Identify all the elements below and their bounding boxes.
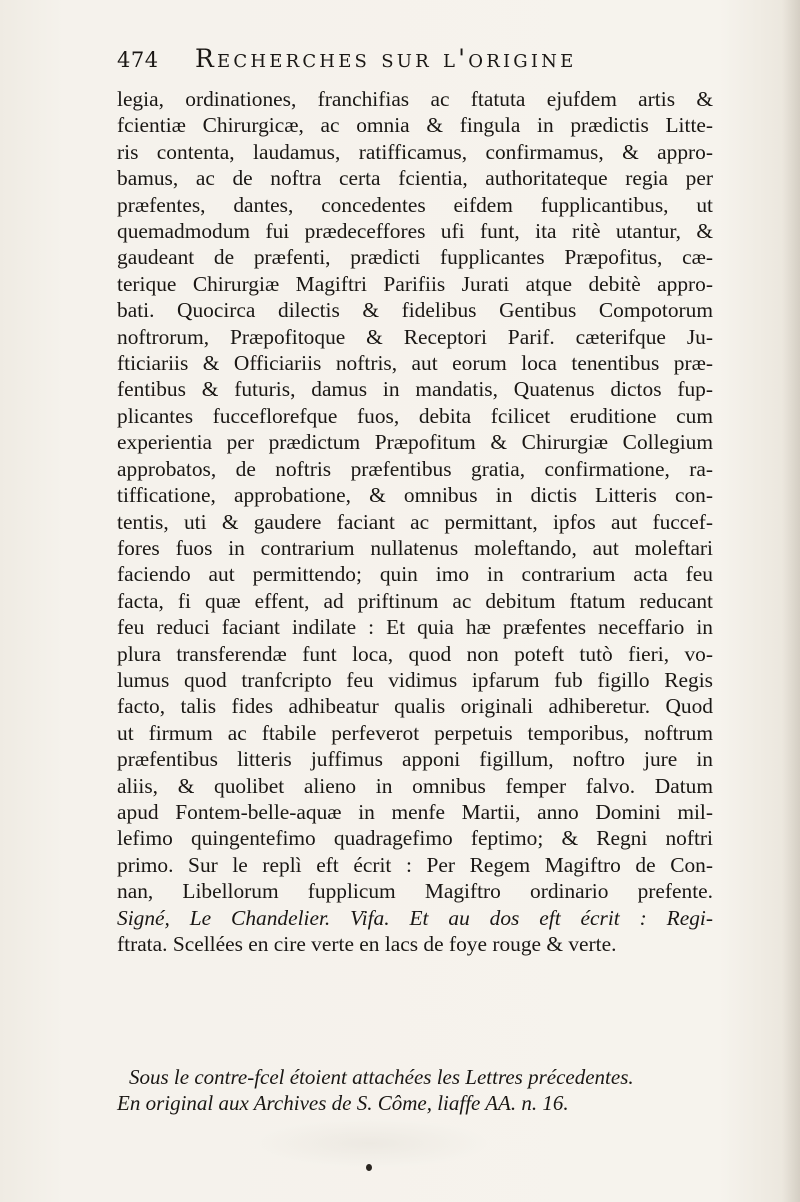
- text-line: fores fuos in contrarium nullatenus moleftando, aut moleftari: [117, 535, 713, 560]
- text-line: fcientiæ Chirurgicæ, ac omnia & fingula in prædictis Litte-: [117, 113, 713, 138]
- text-line: bamus, ac de noftra certa fcientia, authoritateque regia per: [117, 166, 713, 191]
- text-line: præfentibus litteris juffimus apponi figillum, noftro jure in: [117, 747, 713, 772]
- text-line: terique Chirurgiæ Magiftri Parifiis Jurati atque debitè appro-: [117, 271, 713, 296]
- paper-smudge: [250, 1118, 490, 1168]
- text-line: tifficatione, approbatione, & omnibus in dictis Litteris con-: [117, 483, 713, 508]
- text-line: primo. Sur le replì eft écrit : Per Regem Magiftro de Con-: [117, 852, 713, 877]
- text-line: apud Fontem-belle-aquæ in menfe Martii, anno Domini mil-: [117, 799, 713, 824]
- text-line: gaudeant de præfenti, prædicti fupplicantes Præpofitus, cæ-: [117, 245, 713, 270]
- text-line: nan, Libellorum fupplicum Magiftro ordinario prefente.: [117, 879, 713, 904]
- text-line: lumus quod tranfcripto feu vidimus ipfarum fub figillo Regis: [117, 667, 713, 692]
- page-header: [117, 42, 707, 82]
- text-line: ris contenta, laudamus, ratifficamus, confirmamus, & appro-: [117, 139, 713, 164]
- text-line: aliis, & quolibet alieno in omnibus femper falvo. Datum: [117, 773, 713, 798]
- text-line: fentibus & futuris, damus in mandatis, Quatenus dictos fup-: [117, 377, 713, 402]
- text-line: legia, ordinationes, franchifias ac ftatuta ejufdem artis &: [117, 87, 713, 111]
- ink-speck: [366, 1164, 372, 1171]
- page-edge-shadow: [782, 0, 800, 1202]
- text-line: tentis, uti & gaudere faciant ac permittant, ipfos aut fuccef-: [117, 509, 713, 534]
- text-line: ut firmum ac ftabile perfeverot perpetuis temporibus, noftrum: [117, 720, 713, 745]
- text-line: experientia per prædictum Præpofitum & Chirurgiæ Collegium: [117, 430, 713, 455]
- footnote-line: Sous le contre-fcel étoient attachées les Lettres précedentes.: [129, 1065, 634, 1089]
- text-line: lefimo quingentefimo quadragefimo feptimo; & Regni noftri: [117, 826, 713, 851]
- text-line: quemadmodum fui prædeceffores ufi funt, ita ritè utantur, &: [117, 219, 713, 244]
- latin-charter-text: [117, 86, 713, 957]
- text-line: Signé, Le Chandelier. Vifa. Et au dos eft écrit : Regi-: [117, 905, 713, 930]
- running-title: Recherches sur l'origine: [195, 44, 577, 73]
- text-line: faciendo aut permittendo; quin imo in contrarium acta feu: [117, 562, 713, 587]
- text-line: noftrorum, Præpofitoque & Receptori Parif. cæterifque Ju-: [117, 324, 713, 349]
- text-line: præfentes, dantes, concedentes eifdem fupplicantibus, ut: [117, 192, 713, 217]
- archival-note: [117, 1064, 713, 1116]
- text-line: feu reduci faciant indilate : Et quia hæ præfentes neceffario in: [117, 615, 713, 640]
- text-line: ftrata. Scellées en cire verte en lacs de foye rouge & verte.: [117, 932, 617, 956]
- footnote-line: En original aux Archives de S. Côme, liaffe AA. n. 16.: [117, 1091, 569, 1115]
- text-line: plicantes fucceflorefque fuos, debita fcilicet eruditione cum: [117, 403, 713, 428]
- text-line: facta, fi quæ effent, ad priftinum ac debitum ftatum reducant: [117, 588, 713, 613]
- page-number: 474: [117, 48, 159, 72]
- text-line: plura transferendæ funt loca, quod non poteft tutò fieri, vo-: [117, 641, 713, 666]
- text-line: bati. Quocirca dilectis & fidelibus Gentibus Compotorum: [117, 298, 713, 323]
- text-line: facto, talis fides adhibeatur qualis originali adhiberetur. Quod: [117, 694, 713, 719]
- text-line: approbatos, de noftris præfentibus gratia, confirmatione, ra-: [117, 456, 713, 481]
- text-line: fticiariis & Officiariis noftris, aut eorum loca tenentibus præ-: [117, 351, 713, 376]
